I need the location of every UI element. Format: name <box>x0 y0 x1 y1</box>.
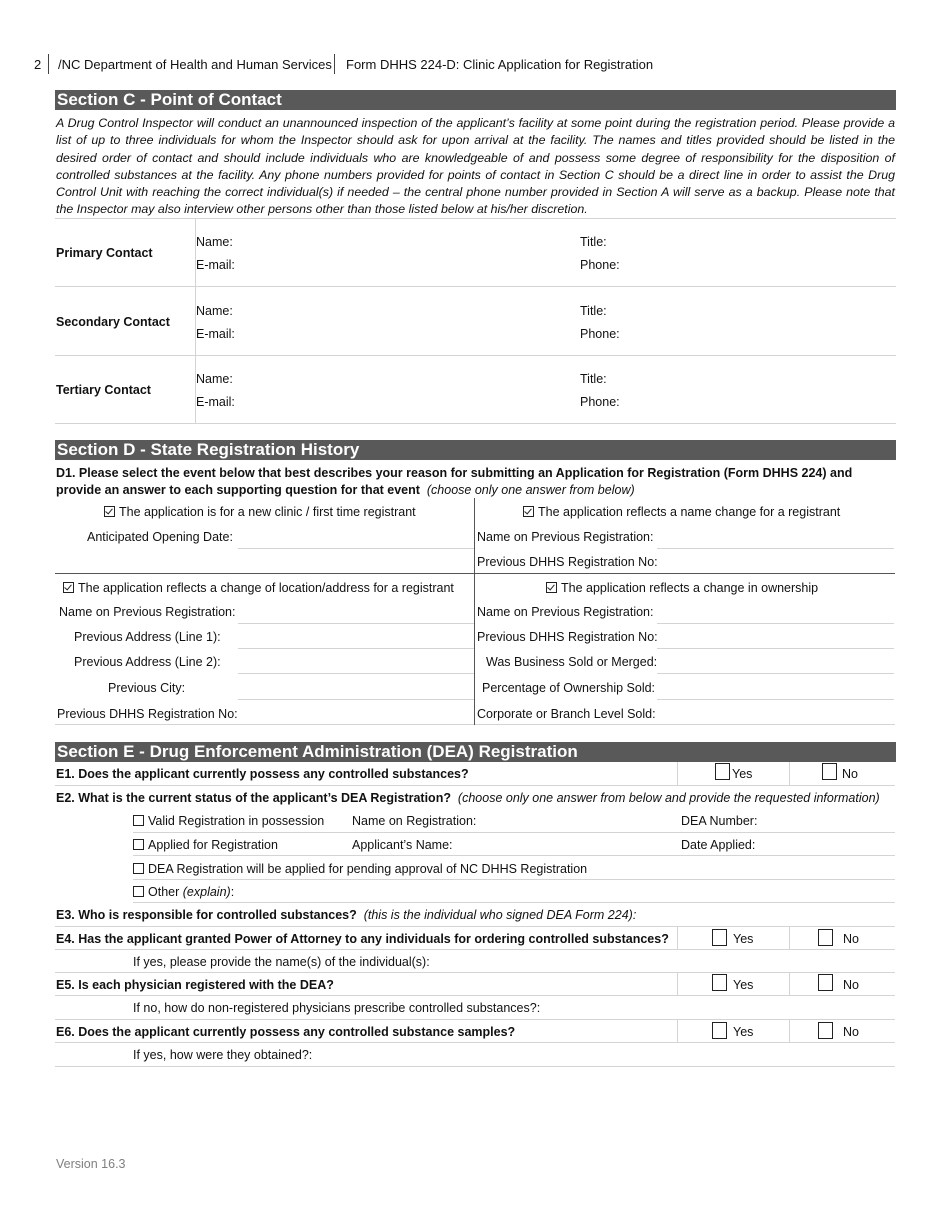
e2-question-text: E2. What is the current status of the applicant’s DEA Registration? <box>56 791 451 805</box>
tertiary-title-field[interactable]: Title: <box>580 372 607 386</box>
secondary-name-field[interactable]: Name: <box>196 304 233 318</box>
ownership-prev-reg-label: Previous DHHS Registration No: <box>477 630 658 644</box>
pending-registration-checkbox[interactable] <box>133 863 144 874</box>
e5-followup: If no, how do non-registered physicians prescribe controlled substances?: <box>133 1001 541 1015</box>
tertiary-email-field[interactable]: E-mail: <box>196 395 235 409</box>
primary-title-field[interactable]: Title: <box>580 235 607 249</box>
name-change-prev-name-label: Name on Previous Registration: <box>477 530 654 544</box>
primary-name-field[interactable]: Name: <box>196 235 233 249</box>
e6-no-label: No <box>843 1025 859 1039</box>
header-divider <box>334 54 335 74</box>
e6-followup: If yes, how were they obtained?: <box>133 1048 313 1062</box>
e4-followup: If yes, please provide the name(s) of the individual(s): <box>133 955 430 969</box>
e1-no-checkbox[interactable] <box>822 763 837 780</box>
section-e-header: Section E - Drug Enforcement Administration (DEA) Registration <box>55 742 896 762</box>
version-label: Version 16.3 <box>56 1157 126 1171</box>
new-clinic-option[interactable] <box>104 505 416 519</box>
pending-registration-option[interactable] <box>133 862 587 876</box>
e6-no-checkbox[interactable] <box>818 1022 833 1039</box>
ownership-pct-label: Percentage of Ownership Sold: <box>482 681 656 695</box>
primary-contact-label: Primary Contact <box>56 246 153 260</box>
e6-yes-label: Yes <box>733 1025 754 1039</box>
location-addr2-label: Previous Address (Line 2): <box>74 655 221 669</box>
location-addr1-field[interactable] <box>238 648 474 649</box>
applicant-name-label: Applicant’s Name: <box>352 838 453 852</box>
secondary-title-field[interactable]: Title: <box>580 304 607 318</box>
name-change-option[interactable] <box>523 505 840 519</box>
secondary-phone-field[interactable]: Phone: <box>580 327 620 341</box>
d1-instruction: (choose only one answer from below) <box>426 483 635 497</box>
valid-registration-option[interactable] <box>133 814 324 828</box>
department-name: /NC Department of Health and Human Services <box>58 57 332 72</box>
section-d-column-divider <box>474 498 475 725</box>
tertiary-name-field[interactable]: Name: <box>196 372 233 386</box>
location-prev-name-field[interactable] <box>238 623 474 624</box>
e4-yes-label: Yes <box>733 932 754 946</box>
applied-registration-checkbox[interactable] <box>133 839 144 850</box>
valid-registration-checkbox[interactable] <box>133 815 144 826</box>
e1-yes-label: Yes <box>732 767 753 781</box>
e5-no-checkbox[interactable] <box>818 974 833 991</box>
e2-instruction: (choose only one answer from below and provide the requested information) <box>457 791 880 805</box>
new-clinic-checkbox[interactable] <box>104 506 115 517</box>
e4-no-checkbox[interactable] <box>818 929 833 946</box>
name-change-label: The application reflects a name change for a registrant <box>538 505 841 519</box>
applied-registration-option[interactable] <box>133 838 278 852</box>
section-c-intro: A Drug Control Inspector will conduct an unannounced inspection of the applicant’s facility at some point during the registration period. Please provide a list of up to three individuals for whom the Inspector should ask for upon arrival at the facility. The names and titles provided should be listed in the desired order of contact and should include individuals who are knowledgeable of and possess some degree of responsibility for the disposition of controlled substances at the facility. Any phone numbers provided for points of contact in Section C should be a direct line in order to assist the Drug Control Unit with reaching the correct individual(s) if needed – the central phone number provided in Section A will serve as a backup. Please note that the Inspector may also interview other persons other than those listed below at his/her discretion. <box>56 116 895 217</box>
other-option[interactable] <box>133 885 234 899</box>
location-addr2-field[interactable] <box>238 673 474 674</box>
e6-yes-checkbox[interactable] <box>712 1022 727 1039</box>
e2-question <box>56 791 880 805</box>
e1-question: E1. Does the applicant currently possess any controlled substances? <box>56 767 469 781</box>
e6-question: E6. Does the applicant currently possess any controlled substance samples? <box>56 1025 516 1039</box>
location-city-label: Previous City: <box>108 681 186 695</box>
secondary-email-field[interactable]: E-mail: <box>196 327 235 341</box>
ownership-prev-name-label: Name on Previous Registration: <box>477 605 654 619</box>
ownership-change-option[interactable] <box>546 581 818 595</box>
opening-date-label: Anticipated Opening Date: <box>87 530 233 544</box>
form-title: Form DHHS 224-D: Clinic Application for Registration <box>346 57 654 72</box>
dea-number-label: DEA Number: <box>681 814 758 828</box>
ownership-prev-reg-field[interactable] <box>657 648 894 649</box>
location-city-field[interactable] <box>238 699 474 700</box>
date-applied-label: Date Applied: <box>681 838 756 852</box>
section-c-header: Section C - Point of Contact <box>55 90 896 110</box>
location-change-checkbox[interactable] <box>63 582 74 593</box>
location-prev-name-label: Name on Previous Registration: <box>59 605 236 619</box>
other-colon: : <box>230 885 235 899</box>
ownership-change-checkbox[interactable] <box>546 582 557 593</box>
name-on-registration-label: Name on Registration: <box>352 814 477 828</box>
primary-phone-field[interactable]: Phone: <box>580 258 620 272</box>
secondary-contact-label: Secondary Contact <box>56 315 170 329</box>
location-change-label: The application reflects a change of location/address for a registrant <box>78 581 454 595</box>
opening-date-field[interactable] <box>238 548 474 549</box>
location-addr1-label: Previous Address (Line 1): <box>74 630 221 644</box>
e4-no-label: No <box>843 932 859 946</box>
header-divider <box>48 54 49 74</box>
other-label: Other <box>148 885 180 899</box>
e4-question: E4. Has the applicant granted Power of Attorney to any individuals for ordering controlled substances? <box>56 932 669 946</box>
tertiary-contact-label: Tertiary Contact <box>56 383 151 397</box>
valid-registration-label: Valid Registration in possession <box>148 814 325 828</box>
primary-email-field[interactable]: E-mail: <box>196 258 235 272</box>
ownership-pct-field[interactable] <box>657 699 894 700</box>
pending-registration-label: DEA Registration will be applied for pending approval of NC DHHS Registration <box>148 862 588 876</box>
name-change-prev-reg-label: Previous DHHS Registration No: <box>477 555 658 569</box>
location-change-option[interactable] <box>63 581 454 595</box>
ownership-prev-name-field[interactable] <box>657 623 894 624</box>
other-checkbox[interactable] <box>133 886 144 897</box>
e4-yes-checkbox[interactable] <box>712 929 727 946</box>
ownership-sold-merged-field[interactable] <box>657 673 894 674</box>
e5-question: E5. Is each physician registered with the DEA? <box>56 978 334 992</box>
d1-question-text: D1. Please select the event below that best describes your reason for submitting an Application for Registration (Form DHHS 224) and provide an answer to each supporting question for that event <box>56 466 853 497</box>
tertiary-phone-field[interactable]: Phone: <box>580 395 620 409</box>
other-explain-label: (explain) <box>182 885 231 899</box>
ownership-level-label: Corporate or Branch Level Sold: <box>477 707 656 721</box>
ownership-change-label: The application reflects a change in ownership <box>561 581 819 595</box>
e3-question <box>56 908 636 922</box>
e5-yes-checkbox[interactable] <box>712 974 727 991</box>
name-change-checkbox[interactable] <box>523 506 534 517</box>
page-number: 2 <box>34 57 42 72</box>
e1-no-label: No <box>842 767 858 781</box>
e5-yes-label: Yes <box>733 978 754 992</box>
new-clinic-label: The application is for a new clinic / first time registrant <box>119 505 416 519</box>
e3-question-text: E3. Who is responsible for controlled substances? <box>56 908 357 922</box>
applied-registration-label: Applied for Registration <box>148 838 278 852</box>
e5-no-label: No <box>843 978 859 992</box>
e1-yes-checkbox[interactable] <box>715 763 730 780</box>
section-d-header: Section D - State Registration History <box>55 440 896 460</box>
name-change-prev-name-field[interactable] <box>657 548 894 549</box>
ownership-sold-merged-label: Was Business Sold or Merged: <box>486 655 658 669</box>
d1-question <box>56 465 896 499</box>
location-prev-reg-label: Previous DHHS Registration No: <box>57 707 238 721</box>
e3-instruction: (this is the individual who signed DEA Form 224): <box>363 908 637 922</box>
